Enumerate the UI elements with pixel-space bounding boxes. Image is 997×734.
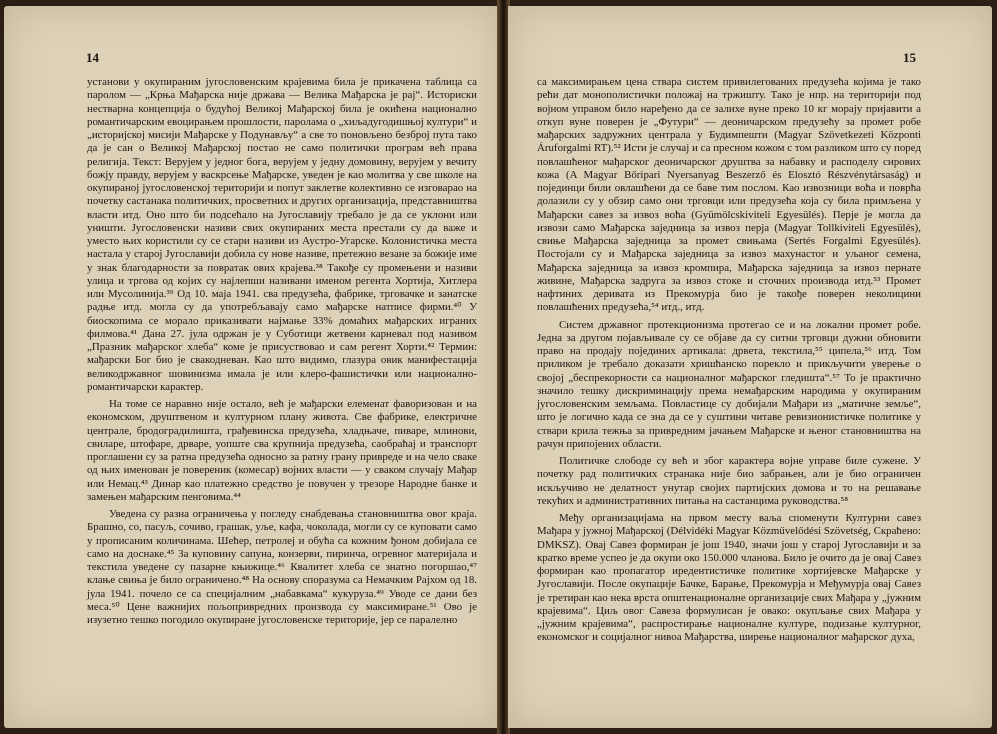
paragraph: Међу организацијама на првом месту ваља споменути Културни савез Мађара у јужној Мађарској (Délvidéki Magyar Közművelődési Szövetség, Скраћено: DMKSZ). Овај Савез формиран је још 1940, значи још у старој Југославији и за кратко време успео је да окупи око 150.000 чланова. Било је очито да је овај Савез формиран као пропагатор иредентистичке политике хортијевске Мађарске у Југославији. После окупације Бачке, Барање, Прекомурја и Међумурја овај Савез је третиран као нека врста општенационалне организације свих Мађара у „јужним крајевима“. Циљ овог Савеза формулисан је овако: окупљање свих Мађара у „јужним крајевима“, распростирање националне културе, подизање културног, економског и социјалног нивоа Мађарства, ширење националног мађарског духа, <box>537 512 921 644</box>
paragraph: са максимирањем цена ствара систем привилегованих предузећа којима је тако рећи дат монополистички положај на тржишту. Тако је нпр. на територији под војном управом било наређено да се залихе вуне преко 10 кг морају пријавити а откуп вуне поверен је „Футури“ — деоничарском предузећу за промет робе мађарских задружних централа у Будимпешти (Magyar Szövetkezeti Központi Áruforgalmi RT).⁵² Исти је случај и са пресном кожом с том разликом што су поред повлашћеног мађарског деоничарског друштва за набавку и расподелу сирових кожа (A Magyar Bőripari Nyersanyag Beszerző és Elosztó Részvénytársaság) и појединци били овлашћени да се баве тим послом. Као извозници воћа и поврћа долазили су у обзир само они трговци или предузећа која су била примљена у Мађарски савез за извоз воћа (Gyümölcskiviteli Egyesülés). Перје је могла да извози само Мађарска заједница за извоз перја (Magyar Tollkiviteli Egyesülés), свиње Мађарска заједница за промет свињама (Sertés Forgalmi Egyesülés). Постојали су и Мађарска заједница за извоз махунастог и уљаног семена, Мађарска заједница за извоз кромпира, Мађарска заједница за извоз пернате живине, Мађарска задруга за извоз стоке и сточних производа итд.⁵³ Промет нафтиних деривата из Прекомурја био је такође поверен неколицини повлашћених предузећа,⁵⁴ итд., итд. <box>537 76 921 314</box>
paragraph: Уведена су разна ограничења у погледу снабдевања становништва овог краја. Брашно, со, пасуљ, сочиво, грашак, уље, кафа, чоколада, могли су се куповати само у прописаним количинама. Шећер, петролеј и обућа са кожним ђоном добијала се само на доснаке.⁴⁵ За куповину сапуна, конзерви, пиринча, огревног материјала и текстила уведене су пазарне књижице.⁴⁶ Квалитет хлеба се знатно погоршао,⁴⁷ клање свиња је било ограничено.⁴⁸ На основу споразума са Немачким Рајхом од 18. јула 1941. почело се са специјалним „набавкама“ кукуруза.⁴⁹ Уводе се дани без меса.⁵⁰ Цене важнијих пољопривредних производа су максимиране.⁵¹ Ово је изузетно тешко погодило окупиране југословенске територије, јер се паралелно <box>87 508 477 626</box>
page-body <box>537 76 921 645</box>
paragraph: установи у окупираним југословенским крајевима била је прикачена таблица са паролом — „Крња Мађарска није држава — Велика Мађарска је рај“. Историски нестварна концепција о будућој Великој Мађарској била је окићена национално романтичарским евоцирањем прошлости, паролама о „хиљадугодишњој култури“ и „историјској мисији Мађарске у Подунављу“ а све то поновљено безброј пута тако да је сан о Великој Мађарској постао не само политички програм већ права религија. Текст: Верујем у једног бога, верујем у једну домовину, верујем у вечиту божју правду, верујем у васкрсење Мађарске, уведен је као молитва у све школе на окупираној југословенској територији и попут заклетве колективно се изговарао на почетку састанака политичких, просветних и других организација, представништва власти итд. Оно што би подсећало на Југославију требало је да се уклони или уништи. Југословенски називи свих окупираних места престали су да важе и уместо њих користили су се стари називи из Аустро-Угарске. Колонистичка места настала у старој Југославији добила су нове називе, претежно везане за божије име у знак благодарности за повратак ових крајева.³⁸ Такође су промењени и називи улица и тргова од којих су најлепши називани именом регента Хортија, Хитлера или Мусолинија.³⁹ Од 10. маја 1941. сва предузећа, фабрике, трговачке и занатске радње итд. могла су да употребљавају само мађарске натписе фирми.⁴⁰ У биоскопима се морало приказивати најмање 33% домаћих мађарских играних филмова.⁴¹ Дана 27. јула одржан је у Суботици жетвени карневал под називом „Празник мађарског хлеба“ коме је присуствовао и сам регент Хорти.⁴² Термин: мађарски Бог био је свакодневан. Као што видимо, глазура овик манифестација великодржавног шовинизма имала је или клеро-фашистички или национално-романтичарски карактер. <box>87 76 477 393</box>
page-number: 14 <box>86 50 99 65</box>
page-number: 15 <box>903 50 916 65</box>
paragraph: Политичке слободе су већ и због карактера војне управе биле сужене. У почетку рад политичких странака није био забрањен, али је био ограничен искључиво не делатност унутар својих партијских домова и то на решавање текућих и административних питања на састанцима руководства.⁵⁸ <box>537 455 921 507</box>
paragraph: Систем државног протекционизма протегао се и на локални промет робе. Једна за другом појављивале су се објаве да су ситни трговци дужни обновити право на продају појединих артикала: дрвета, текстила,⁵⁵ ципела,⁵⁶ итд. Том приликом је требало доказати хришћанско порекло и прикључити уверење о својој „беспрекорности са националног мађарског гледишта“.⁵⁷ То је практично значило тешку дискриминацију према немађарским народима у окупираним југословенским земљама. Повластице су добијали Мађари из „матичне земље“, што је логично када се зна да се у суштини читаве ревизионистичке политике у ствари крила тежња за привредним јачањем Мађарске и њеног становништва на рачун припојених области. <box>537 318 921 450</box>
paragraph: На томе се наравно није остало, већ је мађарски елеменат фаворизован и на економском, друштвеном и културном плану живота. Све фабрике, електричне централе, бродоградилишта, грађевинска предузећа, хладњаче, пиваре, млинови, свиларе, штофаре, дрваре, уопште сва крупнија предузећа, саобраћај и транспорт проглашени су за ратна предузећа односно за ратну грану привреде и на чело сваке од њих именован је повереник (комесар) војних власти — у сваком случају Мађар или Немац.⁴³ Динар као платежно средство је повучен у трезоре Народне банке и замењен мађарским пенговима.⁴⁴ <box>87 398 477 503</box>
right-page <box>508 6 992 728</box>
left-page <box>4 6 499 728</box>
page-body <box>87 76 477 627</box>
